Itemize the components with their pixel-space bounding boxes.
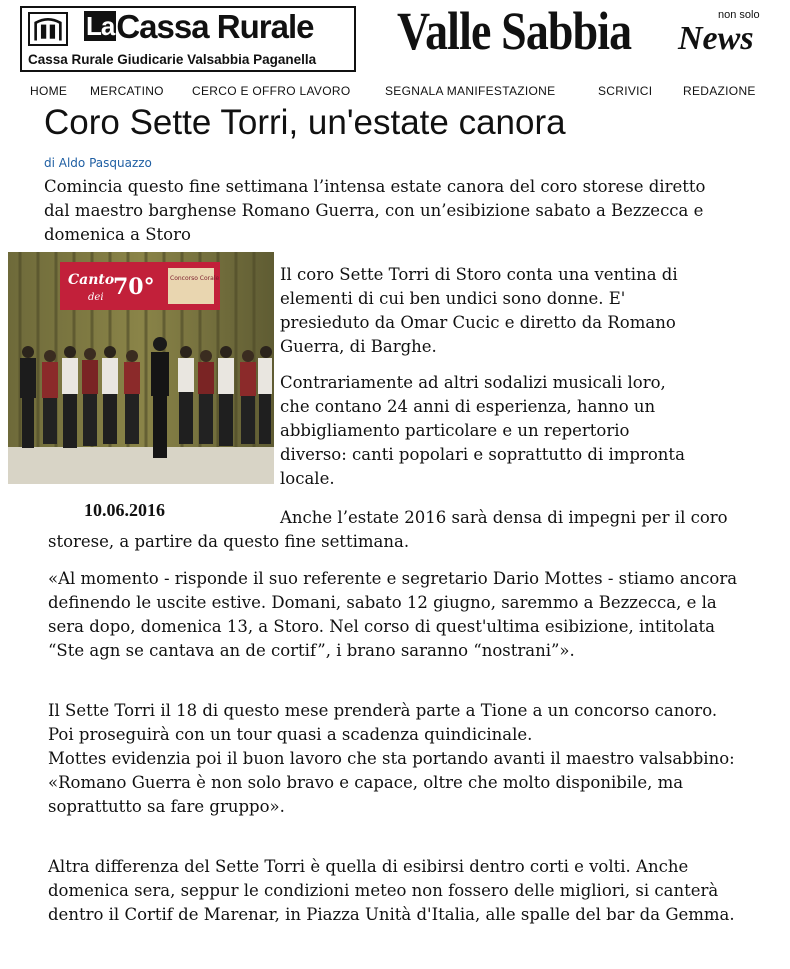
bank-name (84, 8, 313, 46)
photo-banner-anniversary: 70° (113, 274, 155, 300)
photo-banner-line2: dei (88, 292, 104, 303)
bank-name-prefix: La (86, 11, 115, 41)
nav-scrivici[interactable]: SCRIVICI (598, 84, 653, 98)
site-tagline: non solo (718, 9, 760, 21)
article-paragraph-2: Contrariamente ad altri sodalizi musicali loro, che contano 24 anni di esperienza, hanno un abbigliamento particolare e un repertorio diverso: canti popolari e soprattutto di impronta locale. (280, 373, 685, 488)
bank-name-main: Cassa Rurale (116, 8, 314, 45)
article-date: 10.06.2016 (84, 500, 165, 520)
site-title[interactable]: Valle Sabbia (397, 1, 632, 61)
nav-mercatino[interactable]: MERCATINO (90, 84, 164, 98)
article-byline[interactable]: di Aldo Pasquazzo (44, 156, 152, 170)
article-paragraph-1: Il coro Sette Torri di Storo conta una ventina di elementi di cui ben undici sono donne. E' presieduto da Omar Cucic e diretto da Romano Guerra, di Barghe. (280, 265, 678, 356)
nav-redazione[interactable]: REDAZIONE (683, 84, 756, 98)
choir-photo (8, 252, 274, 484)
bank-logo-icon (28, 12, 68, 46)
article-paragraph-5: Il Sette Torri il 18 di questo mese prenderà parte a Tione a un concorso canoro. Poi proseguirà con un tour quasi a scadenza quindicinale. Mottes evidenzia poi il buon lavoro che sta portando avanti il maestro valsabbino: «Romano Guerra è non solo bravo e capace, oltre che molto disponibile, ma soprattutto sa fare gruppo». (48, 701, 735, 816)
nav-segnala-manifestazione[interactable]: SEGNALA MANIFESTAZIONE (385, 84, 556, 98)
nav-cerco-offro-lavoro[interactable]: CERCO E OFFRO LAVORO (192, 84, 351, 98)
article-paragraph-3: Anche l’estate 2016 sarà densa di impegni per il coro storese, a partire da questo fine settimana. (48, 508, 728, 551)
photo-banner-event: Concorso Corale (170, 275, 220, 282)
nav-home[interactable]: HOME (30, 84, 68, 98)
bank-banner[interactable] (20, 6, 356, 72)
article-paragraph-6: Altra differenza del Sette Torri è quella di esibirsi dentro corti e volti. Anche domenica sera, seppur le condizioni meteo non fossero delle migliori, si canterà dentro il Cortif de Marenar, in Piazza Unità d'Italia, alle spalle del bar da Gemma. (48, 857, 735, 924)
site-news-logo[interactable]: News (678, 20, 754, 57)
article-headline: Coro Sette Torri, un'estate canora (44, 103, 566, 142)
article-paragraph-4: «Al momento - risponde il suo referente e segretario Dario Mottes - stiamo ancora definendo le uscite estive. Domani, sabato 12 giugno, saremmo a Bezzecca, e la sera dopo, domenica 13, a Storo. Nel corso di quest'ultima esibizione, intitolata “Ste agn se cantava an de cortif”, i brano saranno “nostrani”». (48, 569, 738, 660)
bank-subtitle: Cassa Rurale Giudicarie Valsabbia Paganella (28, 52, 317, 67)
main-nav (0, 84, 790, 102)
article-lead: Comincia questo fine settimana l’intensa estate canora del coro storese diretto dal maestro barghense Romano Guerra, con un’esibizione sabato a Bezzecca e domenica a Storo (44, 177, 706, 244)
photo-banner-line1: Canto (68, 272, 115, 288)
